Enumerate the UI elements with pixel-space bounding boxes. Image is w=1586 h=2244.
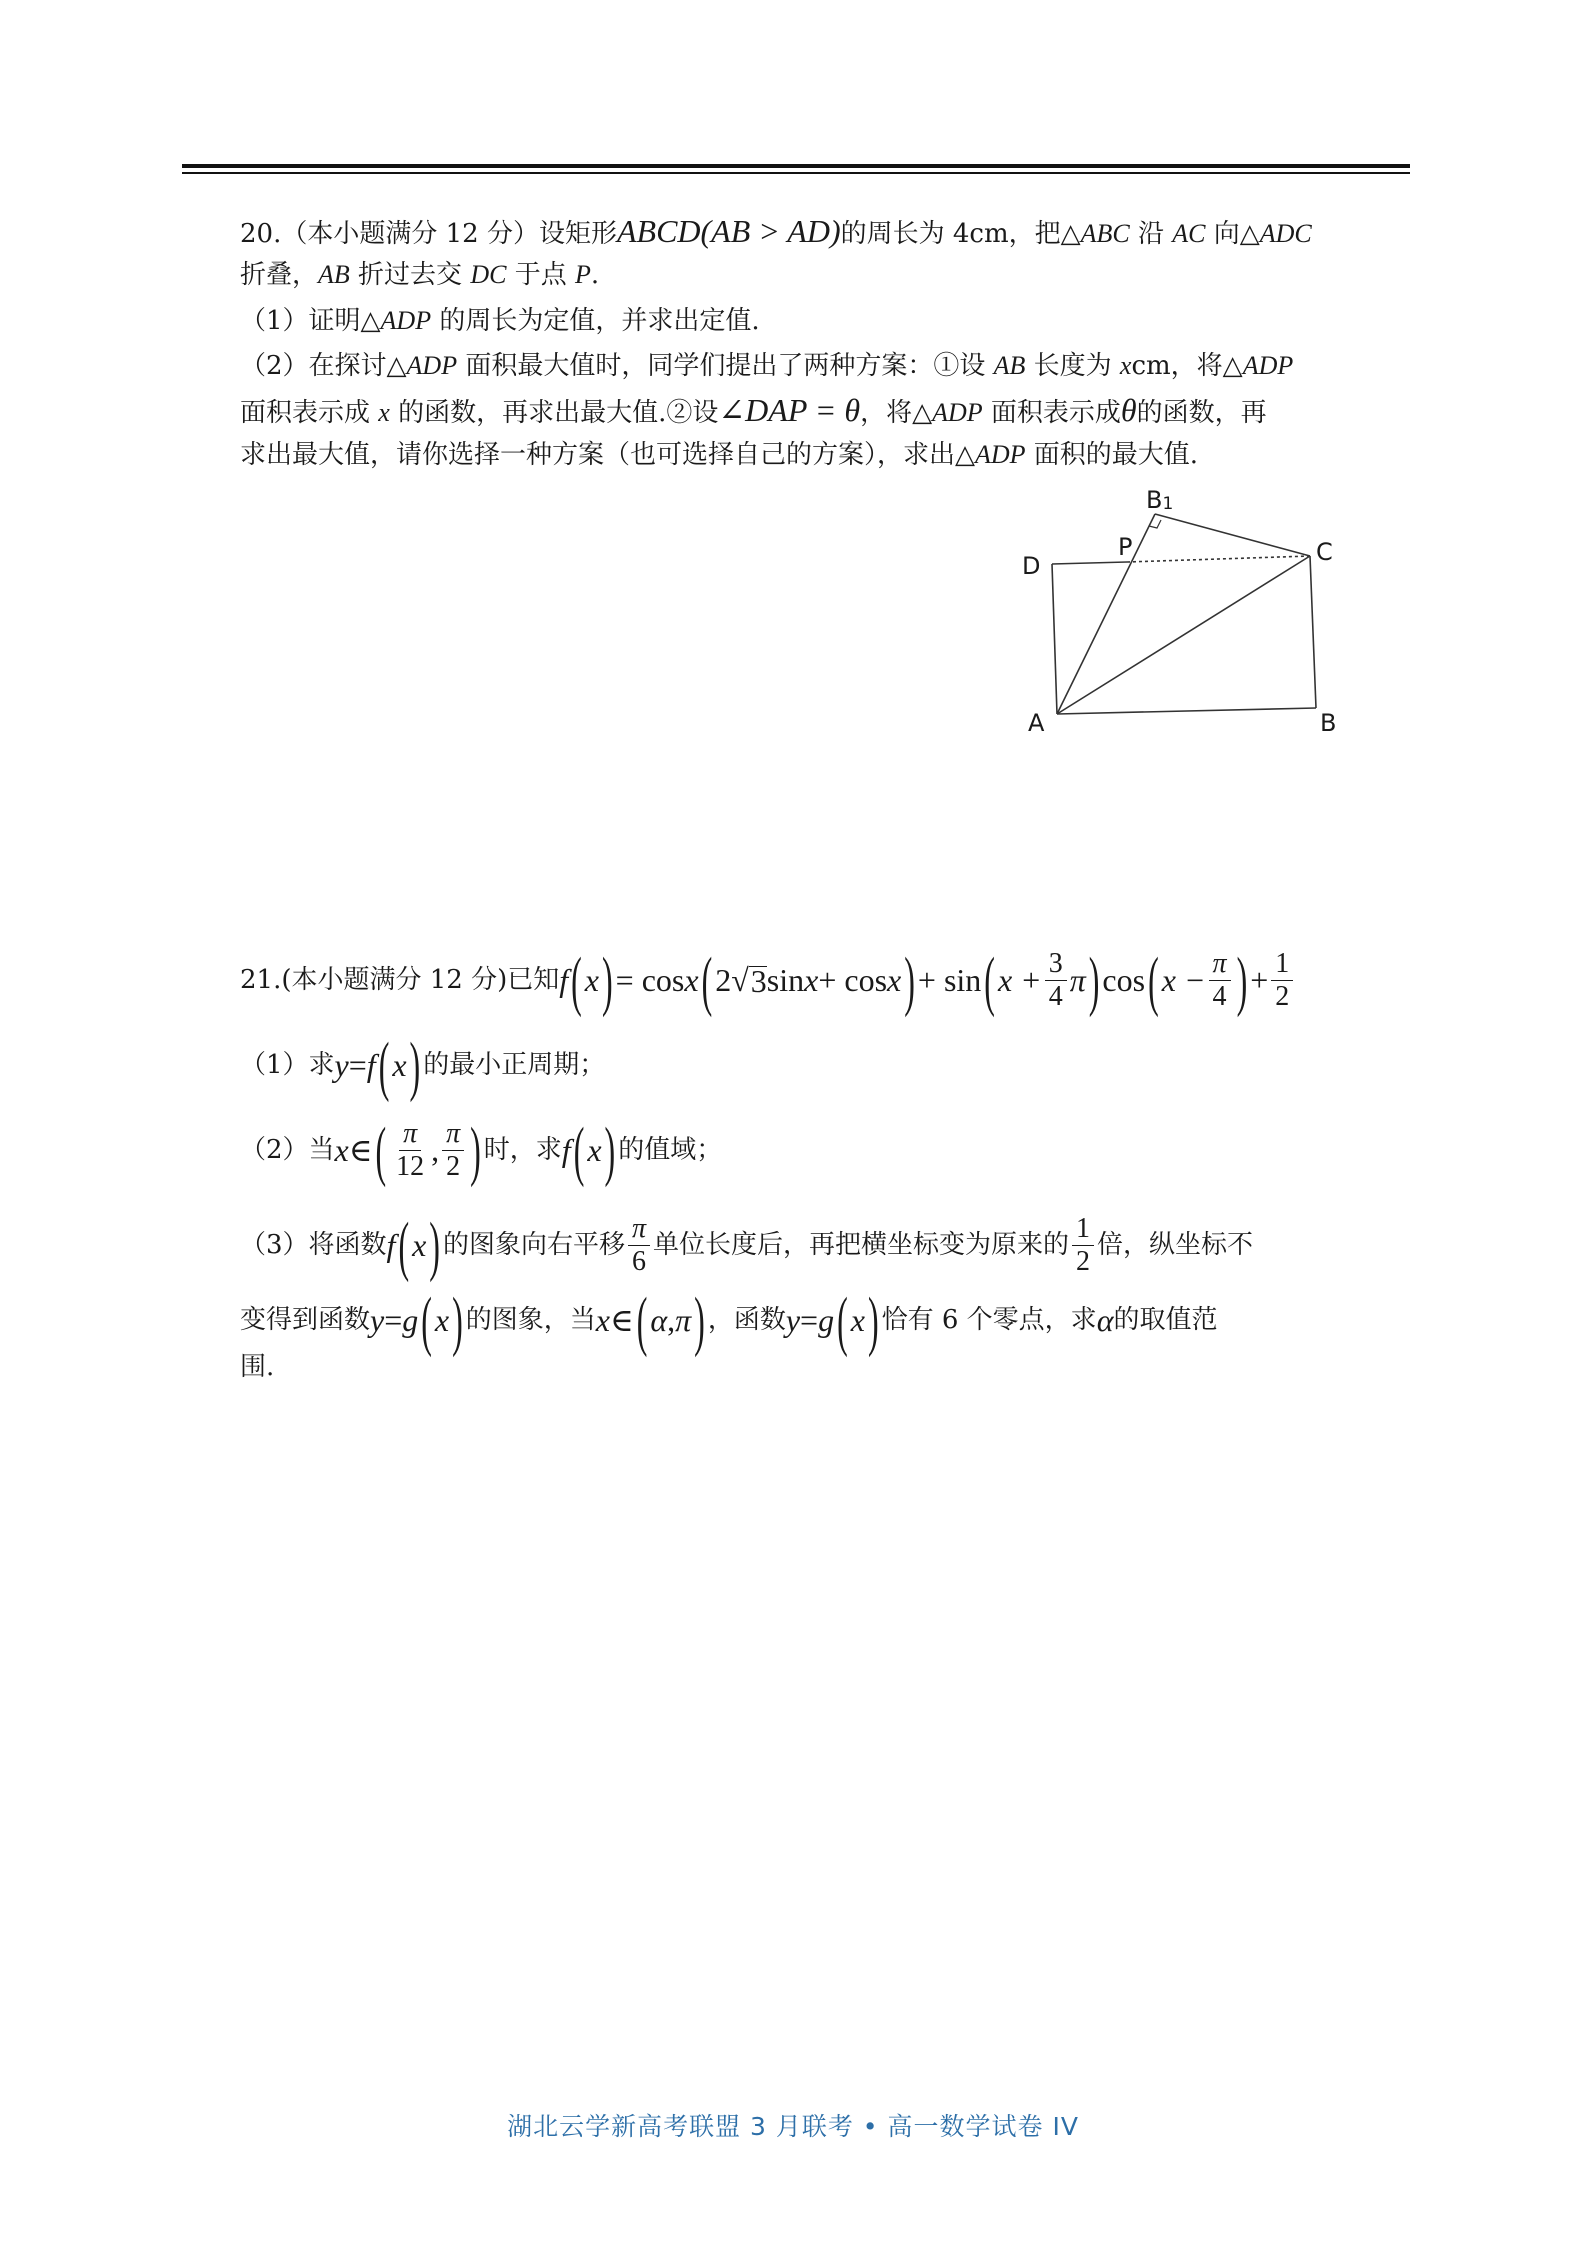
segment-ab — [1057, 708, 1316, 714]
label-b: B — [1320, 709, 1337, 737]
header-rule-thin — [182, 172, 1410, 174]
q21-part-3-line-2: 变得到函数 y = g ( x ) 的图象，当 x ∈ ( α , π ) ，函数 y = g ( x ) 恰有 6 个零点，求 α 的取值范 — [240, 1282, 1218, 1358]
q20-part-2-line-1: （2）在探讨△ADP 面积最大值时，同学们提出了两种方案：①设 AB 长度为 xcm，将△ADP — [240, 351, 1294, 381]
q20-part-2-line-2: 面积表示成 x 的函数，再求出最大值.②设∠DAP = θ，将△ADP 面积表示成θ的函数，再 — [240, 392, 1267, 428]
segment-dp — [1052, 562, 1127, 564]
frac-half-scale: $\frac{1}{2}$ — [1072, 1213, 1094, 1278]
frac-one-half: $\frac{1}{2}$ — [1271, 948, 1293, 1013]
frac-pi-over-4: $\frac{\pi}{4}$ — [1209, 948, 1231, 1013]
q20-part-2-line-3: 求出最大值，请你选择一种方案（也可选择自己的方案），求出△ADP 面积的最大值. — [240, 440, 1199, 470]
q21-function-definition: 21.(本小题满分 12 分)已知 f ( x ) = cos x ( 2 √ 3 sin x + cos x ) + sin ( x + $\frac{3}{4}$ π ) cos ( x − $\frac{\pi}{4}$ ) + $\frac{1}{2}$ — [240, 940, 1296, 1020]
label-b1: B1 — [1146, 486, 1174, 514]
label-c: C — [1316, 538, 1333, 566]
q20-line-1: 20.（本小题满分 12 分）设矩形ABCD(AB > AD)的周长为 4cm，把△ABC 沿 AC 向△ADC — [240, 213, 1312, 249]
label-a: A — [1028, 709, 1045, 737]
header-rule-thick — [182, 164, 1410, 168]
segment-pc-dashed — [1127, 556, 1310, 562]
q20-rectangle-condition: ABCD(AB > AD) — [616, 213, 841, 249]
segment-b1c — [1155, 514, 1310, 556]
q21-part-3-line-1: （3）将函数 f ( x ) 的图象向右平移 $\frac{\pi}{6}$ 单位长度后，再把横坐标变为原来的 $\frac{1}{2}$ 倍，纵坐标不 — [240, 1207, 1254, 1283]
frac-three-quarters: $\frac{3}{4}$ — [1045, 948, 1067, 1013]
segment-da — [1052, 564, 1057, 714]
q21-part-3-line-3: 围. — [240, 1352, 275, 1382]
label-d: D — [1022, 552, 1041, 580]
segment-bc — [1310, 556, 1316, 708]
q21-part-2: （2）当 x ∈ ( $\frac{\pi}{12}$ , $\frac{\pi}{2}$ ) 时，求 f ( x ) 的值域； — [240, 1112, 723, 1188]
q21-part-1: （1）求 y = f ( x ) 的最小正周期； — [240, 1027, 606, 1103]
label-p: P — [1118, 533, 1133, 561]
folded-rectangle-figure — [1010, 478, 1370, 738]
q20-part-1: （1）证明△ADP 的周长为定值，并求出定值. — [240, 306, 760, 336]
frac-pi-over-6: $\frac{\pi}{6}$ — [628, 1213, 650, 1278]
frac-pi-over-2: $\frac{\pi}{2}$ — [442, 1118, 464, 1183]
page-footer: 湖北云学新高考联盟 3 月联考 • 高一数学试卷 IV — [507, 2112, 1079, 2141]
q20-line-2: 折叠，AB 折过去交 DC 于点 P. — [240, 260, 600, 290]
frac-pi-over-12: $\frac{\pi}{12}$ — [396, 1117, 425, 1182]
